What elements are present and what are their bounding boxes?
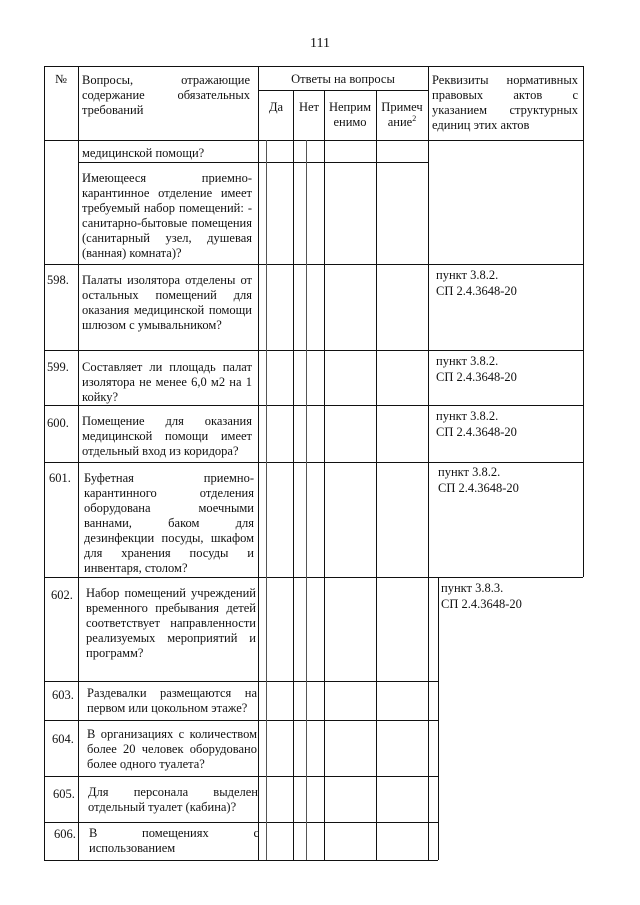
header-yes: Да [268,100,284,114]
row-question: Палаты изолятора отделены от остальных помещений для оказания медицинской помощи шлюзом с умывальником? [82,273,252,332]
row-question: Набор помещений учреждений временного пребывания детей соответствует направленности реализуемых мероприятий и программ? [86,586,256,660]
row-question: Помещение для оказания медицинской помощи имеет отдельный вход из коридора? [82,414,252,458]
row-ref-clause: пункт 3.8.3. [441,581,504,595]
row-ref-document: СП 2.4.3648-20 [436,425,517,439]
header-no: Нет [298,100,320,114]
row-ref-clause: пункт 3.8.2. [436,268,499,282]
row-number: 600. [47,416,69,430]
row-number: 598. [47,273,69,287]
row-question: Раздевалки размещаются на первом или цокольном этаже? [87,686,257,715]
row-number: 603. [52,688,74,702]
row-number: 599. [47,360,69,374]
row-number: 605. [53,787,75,801]
header-note: Примеч ание$^2$ [381,100,423,129]
row-question: медицинской помощи? [82,146,205,160]
row-number: 604. [52,732,74,746]
row-ref-document: СП 2.4.3648-20 [441,597,522,611]
row-ref-clause: пункт 3.8.2. [436,409,499,423]
header-requisites: Реквизиты нормативных правовых актов с указанием структурных единиц этих актов [432,73,578,132]
header-note-sup: 2 [412,113,417,123]
row-question: В помещениях с использованием [89,826,259,855]
row-number: 606. [54,827,76,841]
header-num: № [55,72,67,86]
row-ref-document: СП 2.4.3648-20 [436,284,517,298]
row-number: 601. [49,471,71,485]
row-ref-clause: пункт 3.8.2. [436,354,499,368]
row-ref-document: СП 2.4.3648-20 [436,370,517,384]
row-question: В организациях с количеством более 20 человек оборудовано более одного туалета? [87,727,257,771]
row-question: Составляет ли площадь палат изолятора не менее 6,0 м2 на 1 койку? [82,360,252,404]
row-question: Буфетная приемно-карантинного отделения оборудована моечными ваннами, баком для дезинфекции посуды, шкафом для хранения посуды и инвентаря, столом? [84,471,254,575]
row-ref-document: СП 2.4.3648-20 [438,481,519,495]
header-questions: Вопросы, отражающие содержание обязательных требований [82,73,250,117]
header-answers: Ответы на вопросы [291,72,395,86]
page-number: 111 [310,36,330,51]
row-number: 602. [51,588,73,602]
row-question: Для персонала выделен отдельный туалет (кабина)? [88,785,258,814]
row-question: Имеющееся приемно-карантинное отделение имеет требуемый набор помещений: - санитарно-бытовые помещения (санитарный узел, душевая (ванная) комната)? [82,171,252,260]
header-not-applicable: Неприм енимо [328,100,372,129]
row-ref-clause: пункт 3.8.2. [438,465,501,479]
